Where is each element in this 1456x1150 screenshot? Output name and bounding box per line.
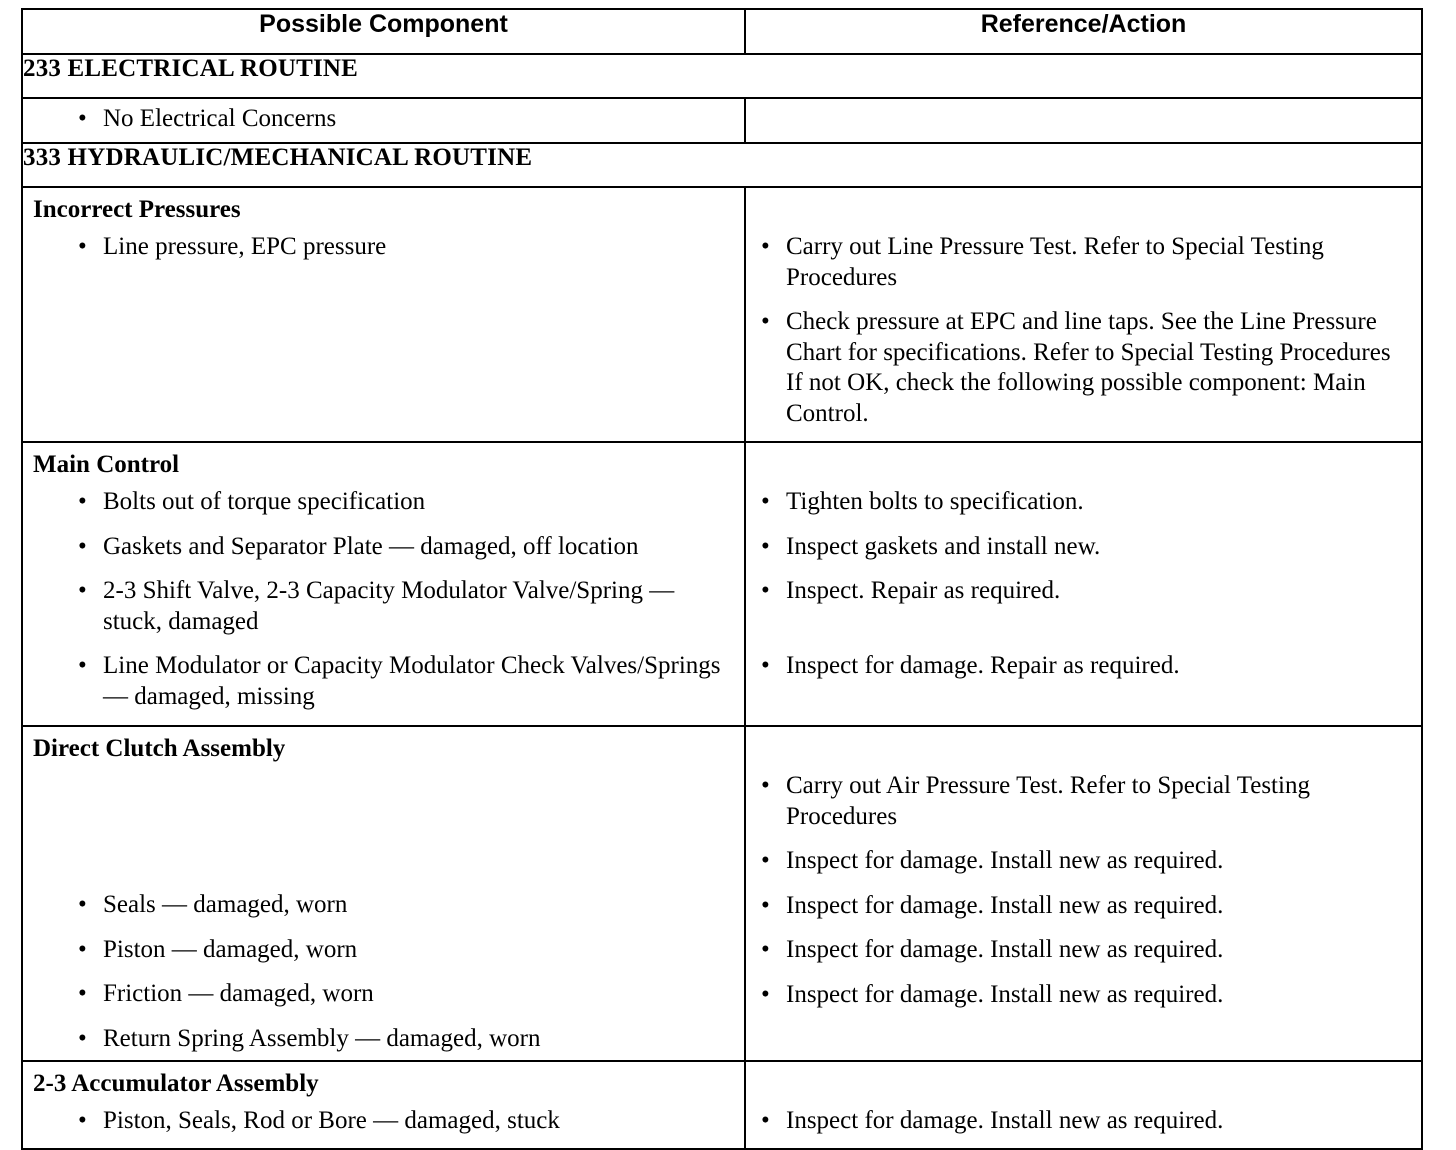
component-item: • Bolts out of torque specification <box>23 487 744 518</box>
direct-clutch-actions <box>745 726 1422 1061</box>
action-item: • Inspect for damage. Install new as required. <box>746 891 1421 922</box>
action-item: • Inspect for damage. Install new as required. <box>746 1106 1421 1137</box>
group-title-main-control: Main Control <box>33 451 180 478</box>
group-title-direct-clutch: Direct Clutch Assembly <box>33 735 286 762</box>
diagnosis-table <box>21 8 1423 1150</box>
component-item: • Piston, Seals, Rod or Bore — damaged, stuck <box>23 1106 744 1137</box>
main-control-row <box>22 442 1422 726</box>
component-item: • Line Modulator or Capacity Modulator Check Valves/Springs — damaged, missing <box>23 651 744 712</box>
action-item: • Carry out Line Pressure Test. Refer to Special Testing Procedures <box>746 232 1421 293</box>
incorrect-pressures-actions <box>745 187 1422 442</box>
component-item: • Seals — damaged, worn <box>23 890 744 921</box>
electrical-routine-title: 233 ELECTRICAL ROUTINE <box>22 54 1422 98</box>
accumulator-components <box>22 1061 745 1149</box>
main-control-actions <box>745 442 1422 726</box>
main-control-components <box>22 442 745 726</box>
electrical-items-cell <box>22 98 745 143</box>
hydraulic-routine-row <box>22 143 1422 187</box>
group-title-accumulator: 2-3 Accumulator Assembly <box>33 1070 319 1097</box>
action-item: • Tighten bolts to specification. <box>746 487 1421 518</box>
action-item: • Check pressure at EPC and line taps. See the Line Pressure Chart for specifications. Refer to Special Testing Procedures If not OK, check the following possible component: Main Control. <box>746 307 1421 429</box>
component-item: • 2-3 Shift Valve, 2-3 Capacity Modulator Valve/Spring — stuck, damaged <box>23 576 744 637</box>
action-item: • Inspect. Repair as required. <box>746 576 1421 607</box>
component-item: • Return Spring Assembly — damaged, worn <box>23 1024 744 1055</box>
electrical-actions-cell <box>745 98 1422 143</box>
action-item: • Inspect for damage. Install new as required. <box>746 846 1421 877</box>
accumulator-row <box>22 1061 1422 1149</box>
incorrect-pressures-components <box>22 187 745 442</box>
accumulator-actions <box>745 1061 1422 1149</box>
hydraulic-routine-title: 333 HYDRAULIC/MECHANICAL ROUTINE <box>22 143 1422 187</box>
action-item: • Inspect for damage. Install new as required. <box>746 980 1421 1011</box>
header-row <box>22 9 1422 54</box>
direct-clutch-components <box>22 726 745 1061</box>
action-item: • Inspect gaskets and install new. <box>746 532 1421 563</box>
electrical-items-row <box>22 98 1422 143</box>
direct-clutch-row <box>22 726 1422 1061</box>
group-title-incorrect-pressures: Incorrect Pressures <box>33 196 241 223</box>
header-reference-action: Reference/Action <box>745 9 1422 54</box>
component-item: • Gaskets and Separator Plate — damaged, off location <box>23 532 744 563</box>
electrical-routine-row <box>22 54 1422 98</box>
action-item: • Inspect for damage. Install new as required. <box>746 935 1421 966</box>
action-item: • Inspect for damage. Repair as required. <box>746 651 1421 682</box>
component-item: • Line pressure, EPC pressure <box>23 232 744 263</box>
component-item: • Piston — damaged, worn <box>23 935 744 966</box>
incorrect-pressures-row <box>22 187 1422 442</box>
action-item: • Carry out Air Pressure Test. Refer to Special Testing Procedures <box>746 771 1421 832</box>
component-item: • Friction — damaged, worn <box>23 979 744 1010</box>
header-possible-component: Possible Component <box>22 9 745 54</box>
electrical-item: • No Electrical Concerns <box>23 104 744 135</box>
